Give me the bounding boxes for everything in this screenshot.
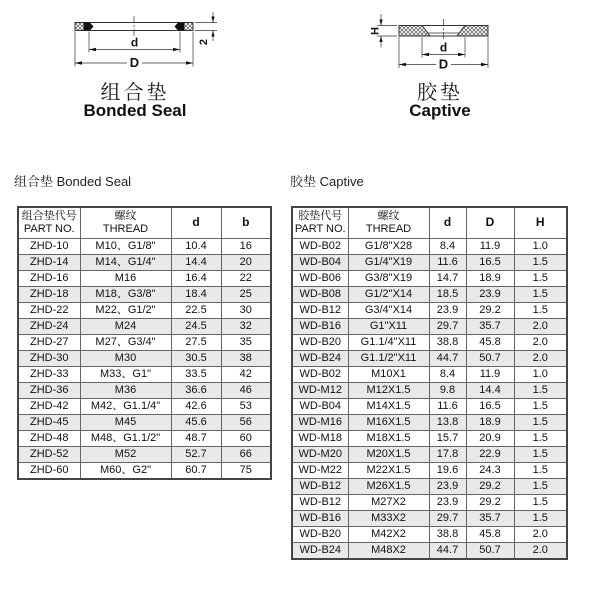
table-cell: WD-B02 [292, 366, 348, 382]
table-cell: G3/8"X19 [348, 270, 429, 286]
table-cell: 44.7 [429, 542, 466, 559]
table-cell: 22 [221, 270, 271, 286]
table-cell: 38.8 [429, 526, 466, 542]
table-cell: 15.7 [429, 430, 466, 446]
table-cell: WD-B04 [292, 254, 348, 270]
header-b: b [221, 207, 271, 238]
table-cell: M16X1.5 [348, 414, 429, 430]
table-cell: 1.5 [514, 478, 567, 494]
table-row [292, 270, 567, 286]
table-cell: 16 [221, 238, 271, 254]
table-row [292, 494, 567, 510]
table-cell: WD-B24 [292, 350, 348, 366]
table-row [18, 270, 271, 286]
table-row [18, 334, 271, 350]
table-cell: 1.5 [514, 302, 567, 318]
table-row [18, 366, 271, 382]
table-row [292, 318, 567, 334]
table-cell: WD-B16 [292, 318, 348, 334]
table-cell: WD-B06 [292, 270, 348, 286]
table-cell: WD-B16 [292, 510, 348, 526]
table-cell: WD-M18 [292, 430, 348, 446]
table-cell: 16.4 [171, 270, 221, 286]
table-cell: 1.0 [514, 238, 567, 254]
table-cell: ZHD-45 [18, 414, 80, 430]
table-row [292, 382, 567, 398]
table-cell: 17.8 [429, 446, 466, 462]
table-cell: M26X1.5 [348, 478, 429, 494]
table-cell: ZHD-30 [18, 350, 80, 366]
header-H: H [514, 207, 567, 238]
bonded-seal-caption-cn: 组合垫 [100, 82, 170, 104]
table-cell: 1.0 [514, 366, 567, 382]
table-row [292, 286, 567, 302]
table-cell: 9.8 [429, 382, 466, 398]
table-cell: M20X1.5 [348, 446, 429, 462]
table-cell: M33、G1" [80, 366, 171, 382]
table-header-row [18, 207, 271, 238]
table-cell: ZHD-14 [18, 254, 80, 270]
table-cell: 50.7 [466, 542, 514, 559]
table-cell: 45.8 [466, 526, 514, 542]
header-thread-en: THREAD [365, 222, 412, 235]
table-cell: 1.5 [514, 462, 567, 478]
table-cell: M12X1.5 [348, 382, 429, 398]
table-cell: ZHD-27 [18, 334, 80, 350]
header-thread [80, 207, 171, 238]
table-cell: 11.9 [466, 238, 514, 254]
table-cell: 23.9 [429, 494, 466, 510]
captive-seal-caption-cn: 胶垫 [417, 82, 463, 104]
header-part-en: PART NO. [23, 222, 75, 235]
table-cell: M24 [80, 318, 171, 334]
table-cell: 60 [221, 430, 271, 446]
table-cell: WD-B12 [292, 302, 348, 318]
table-cell: 75 [221, 462, 271, 479]
table-cell: 29.7 [429, 510, 466, 526]
table-row [18, 414, 271, 430]
table-cell: 2.0 [514, 318, 567, 334]
table-row [18, 318, 271, 334]
table-cell: 1.5 [514, 398, 567, 414]
table-row [292, 510, 567, 526]
table-cell: 2.0 [514, 334, 567, 350]
table-cell: 53 [221, 398, 271, 414]
table-cell: 13.8 [429, 414, 466, 430]
table-cell: 1.5 [514, 382, 567, 398]
table-cell: M42、G1.1/4" [80, 398, 171, 414]
table-cell: WD-B24 [292, 542, 348, 559]
captive-table-title: 胶垫 Captive [290, 174, 364, 189]
bonded-dim-D-label: D [129, 55, 140, 70]
table-cell: 8.4 [429, 366, 466, 382]
header-D: D [466, 207, 514, 238]
table-cell: ZHD-60 [18, 462, 80, 479]
table-row [18, 382, 271, 398]
table-cell: 46 [221, 382, 271, 398]
table-cell: 52.7 [171, 446, 221, 462]
table-row [292, 462, 567, 478]
table-cell: 8.4 [429, 238, 466, 254]
table-cell: WD-M20 [292, 446, 348, 462]
header-part-en: PART NO. [294, 222, 346, 235]
bonded-seal-left-hatch [75, 23, 84, 31]
bonded-table-title: 组合垫 Bonded Seal [14, 174, 132, 189]
bonded-seal-table [17, 206, 272, 480]
table-cell: 18.5 [429, 286, 466, 302]
table-row [292, 238, 567, 254]
bonded-seal-right-hatch [184, 23, 193, 31]
table-cell: M10X1 [348, 366, 429, 382]
table-cell: M22X1.5 [348, 462, 429, 478]
table-row [18, 446, 271, 462]
table-cell: M60、G2" [80, 462, 171, 479]
table-cell: 44.7 [429, 350, 466, 366]
table-cell: 23.9 [429, 302, 466, 318]
table-cell: 11.6 [429, 398, 466, 414]
table-cell: 1.5 [514, 430, 567, 446]
header-thread-cn: 螺纹 [114, 209, 137, 222]
table-cell: 2.0 [514, 526, 567, 542]
table-row [18, 238, 271, 254]
bonded-dim-d-label: d [130, 35, 139, 50]
table-cell: 35 [221, 334, 271, 350]
table-cell: 25 [221, 286, 271, 302]
table-cell: 1.5 [514, 254, 567, 270]
header-thread [348, 207, 429, 238]
table-row [18, 462, 271, 479]
table-row [292, 478, 567, 494]
table-cell: M52 [80, 446, 171, 462]
header-d: d [171, 207, 221, 238]
table-cell: 20 [221, 254, 271, 270]
table-cell: 30.5 [171, 350, 221, 366]
table-cell: 30 [221, 302, 271, 318]
table-row [18, 254, 271, 270]
header-d: d [429, 207, 466, 238]
table-cell: 23.9 [429, 478, 466, 494]
header-part-cn: 胶垫代号 [298, 209, 343, 222]
table-cell: 66 [221, 446, 271, 462]
table-cell: 18.4 [171, 286, 221, 302]
table-cell: 1.5 [514, 510, 567, 526]
table-cell: WD-B12 [292, 494, 348, 510]
table-cell: 1.5 [514, 446, 567, 462]
table-cell: 2.0 [514, 350, 567, 366]
captive-seal-caption-en: Captive [409, 101, 471, 120]
header-part-cn: 组合垫代号 [21, 209, 77, 222]
table-cell: 29.7 [429, 318, 466, 334]
table-cell: 27.5 [171, 334, 221, 350]
table-cell: 16.5 [466, 254, 514, 270]
table-cell: WD-M22 [292, 462, 348, 478]
table-row [18, 430, 271, 446]
table-cell: WD-B04 [292, 398, 348, 414]
table-cell: 16.5 [466, 398, 514, 414]
table-cell: 29.2 [466, 302, 514, 318]
table-cell: M18、G3/8" [80, 286, 171, 302]
table-cell: 33.5 [171, 366, 221, 382]
table-row [292, 254, 567, 270]
table-row [292, 350, 567, 366]
table-row [18, 350, 271, 366]
table-cell: 1.5 [514, 494, 567, 510]
table-cell: 24.5 [171, 318, 221, 334]
bonded-seal-drawing [75, 12, 217, 70]
table-cell: 50.7 [466, 350, 514, 366]
table-cell: M42X2 [348, 526, 429, 542]
table-cell: M48X2 [348, 542, 429, 559]
table-cell: 24.3 [466, 462, 514, 478]
table-cell: 14.4 [466, 382, 514, 398]
table-cell: WD-B02 [292, 238, 348, 254]
table-row [292, 398, 567, 414]
table-cell: 35.7 [466, 318, 514, 334]
table-row [292, 366, 567, 382]
table-cell: ZHD-22 [18, 302, 80, 318]
table-cell: 32 [221, 318, 271, 334]
table-row [18, 286, 271, 302]
table-cell: M14X1.5 [348, 398, 429, 414]
table-cell: M27、G3/4" [80, 334, 171, 350]
table-cell: WD-B12 [292, 478, 348, 494]
table-cell: G1/2"X14 [348, 286, 429, 302]
table-row [292, 542, 567, 559]
table-cell: WD-B20 [292, 526, 348, 542]
table-cell: 19.6 [429, 462, 466, 478]
table-row [292, 334, 567, 350]
table-row [18, 302, 271, 318]
table-cell: 1.5 [514, 270, 567, 286]
table-cell: 45.6 [171, 414, 221, 430]
table-cell: M33X2 [348, 510, 429, 526]
table-cell: WD-B20 [292, 334, 348, 350]
table-cell: M14、G1/4" [80, 254, 171, 270]
table-cell: 10.4 [171, 238, 221, 254]
table-cell: 1.5 [514, 286, 567, 302]
table-header-row [292, 207, 567, 238]
table-cell: M27X2 [348, 494, 429, 510]
table-cell: WD-B08 [292, 286, 348, 302]
table-cell: G1/8"X28 [348, 238, 429, 254]
table-cell: 22.9 [466, 446, 514, 462]
table-row [292, 526, 567, 542]
table-cell: M18X1.5 [348, 430, 429, 446]
table-cell: 11.9 [466, 366, 514, 382]
bonded-dim-thickness-label: 2 [198, 38, 210, 46]
table-cell: 20.9 [466, 430, 514, 446]
table-cell: 42 [221, 366, 271, 382]
table-row [292, 414, 567, 430]
table-cell: G1/4"X19 [348, 254, 429, 270]
table-row [18, 398, 271, 414]
captive-dim-H-label: H [369, 27, 382, 35]
header-thread-cn: 螺纹 [377, 209, 400, 222]
table-row [292, 302, 567, 318]
table-cell: 18.9 [466, 270, 514, 286]
table-cell: 22.5 [171, 302, 221, 318]
table-cell: M45 [80, 414, 171, 430]
table-cell: 60.7 [171, 462, 221, 479]
table-cell: ZHD-16 [18, 270, 80, 286]
table-cell: ZHD-42 [18, 398, 80, 414]
captive-dim-d-label: d [439, 40, 448, 55]
table-cell: G3/4"X14 [348, 302, 429, 318]
table-cell: ZHD-10 [18, 238, 80, 254]
table-cell: 36.6 [171, 382, 221, 398]
table-cell: WD-M16 [292, 414, 348, 430]
table-cell: 23.9 [466, 286, 514, 302]
table-cell: 38 [221, 350, 271, 366]
table-cell: M48、G1.1/2" [80, 430, 171, 446]
table-cell: 14.4 [171, 254, 221, 270]
table-row [292, 430, 567, 446]
table-cell: G1.1/4"X11 [348, 334, 429, 350]
table-cell: 29.2 [466, 494, 514, 510]
table-cell: 2.0 [514, 542, 567, 559]
table-cell: 18.9 [466, 414, 514, 430]
captive-seal-table [291, 206, 568, 560]
header-part-no [292, 207, 348, 238]
header-thread-en: THREAD [102, 222, 149, 235]
table-cell: M22、G1/2" [80, 302, 171, 318]
table-cell: WD-M12 [292, 382, 348, 398]
table-cell: 11.6 [429, 254, 466, 270]
table-cell: 14.7 [429, 270, 466, 286]
header-part-no [18, 207, 80, 238]
table-row [292, 446, 567, 462]
table-cell: M36 [80, 382, 171, 398]
table-cell: ZHD-36 [18, 382, 80, 398]
table-cell: 48.7 [171, 430, 221, 446]
table-cell: G1"X11 [348, 318, 429, 334]
table-cell: ZHD-24 [18, 318, 80, 334]
table-cell: 56 [221, 414, 271, 430]
table-cell: ZHD-33 [18, 366, 80, 382]
table-cell: 35.7 [466, 510, 514, 526]
table-cell: M30 [80, 350, 171, 366]
captive-seal-drawing [370, 14, 489, 72]
table-cell: 42.6 [171, 398, 221, 414]
captive-dim-D-label: D [438, 56, 449, 72]
table-cell: ZHD-48 [18, 430, 80, 446]
bonded-dim-thickness [195, 12, 217, 41]
table-cell: 29.2 [466, 478, 514, 494]
table-cell: 45.8 [466, 334, 514, 350]
table-cell: ZHD-18 [18, 286, 80, 302]
table-cell: G1.1/2"X11 [348, 350, 429, 366]
bonded-seal-caption-en: Bonded Seal [83, 101, 187, 120]
table-cell: ZHD-52 [18, 446, 80, 462]
table-cell: 38.8 [429, 334, 466, 350]
table-cell: M16 [80, 270, 171, 286]
table-cell: 1.5 [514, 414, 567, 430]
table-cell: M10、G1/8" [80, 238, 171, 254]
